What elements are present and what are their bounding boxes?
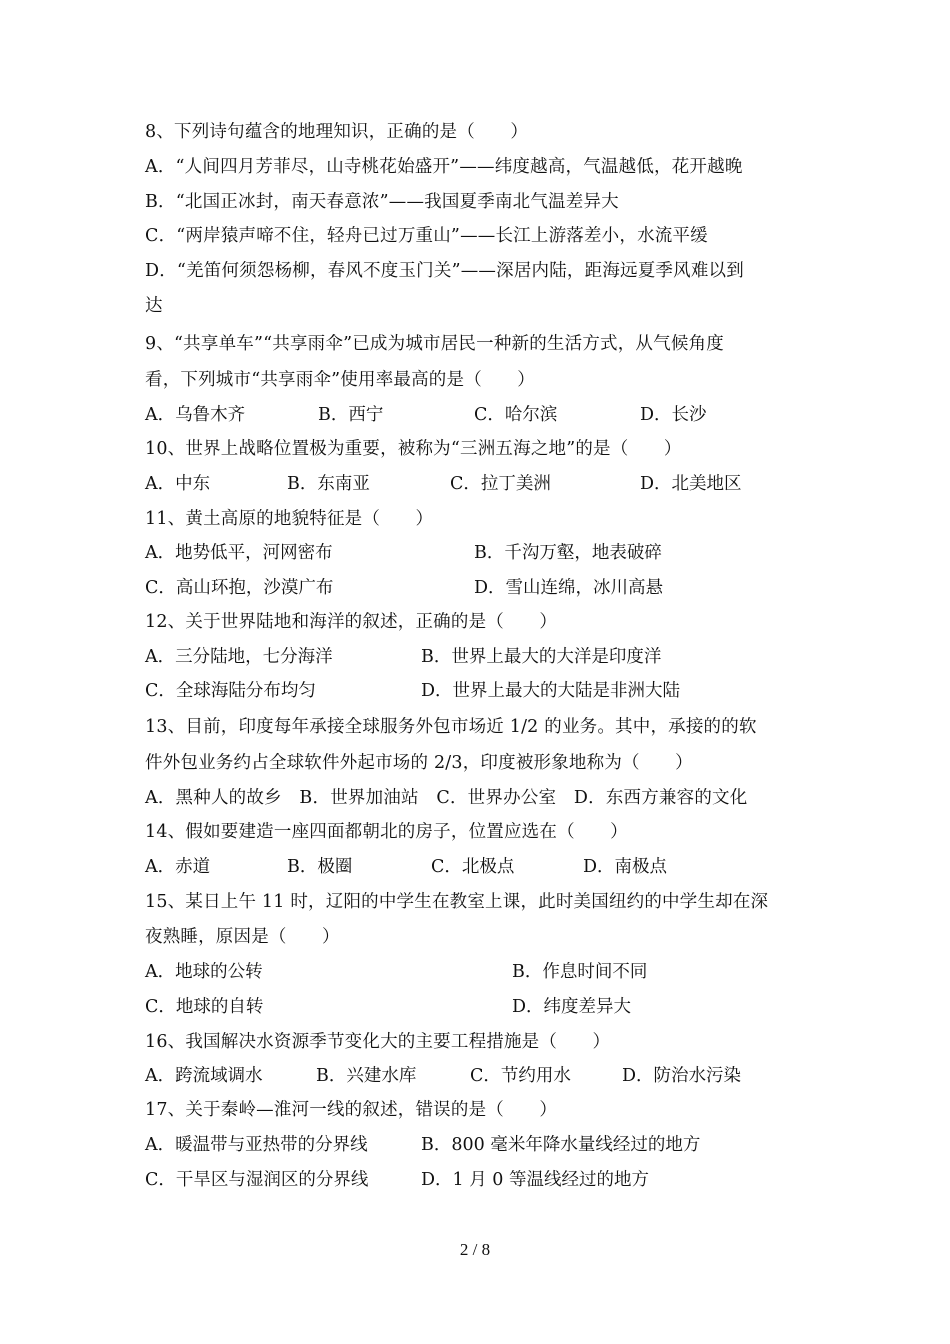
q10-stem: 10、世界上战略位置极为重要，被称为“三洲五海之地”的是（ ） (145, 439, 682, 459)
q11-option-c: C．高山环抱，沙漠广布 (145, 578, 334, 598)
q13-options: A．黑种人的故乡 B．世界加油站 C．世界办公室 D．东西方兼容的文化 (145, 788, 748, 808)
q8-stem: 8、下列诗句蕴含的地理知识，正确的是（ ） (145, 122, 529, 142)
q11-option-b: B．千沟万壑，地表破碎 (474, 543, 662, 563)
q11-stem: 11、黄土高原的地貌特征是（ ） (145, 509, 434, 529)
q12-option-a: A．三分陆地，七分海洋 (145, 647, 333, 667)
q12-stem: 12、关于世界陆地和海洋的叙述，正确的是（ ） (145, 612, 558, 632)
q14-stem: 14、假如要建造一座四面都朝北的房子，位置应选在（ ） (145, 822, 628, 842)
q17-option-b: B．800 毫米年降水量线经过的地方 (421, 1135, 701, 1155)
q12-option-d: D．世界上最大的大陆是非洲大陆 (421, 681, 681, 701)
q15-option-a: A．地球的公转 (145, 962, 263, 982)
q14-option-c: C．北极点 (431, 857, 515, 877)
q15-stem: 15、某日上午 11 时，辽阳的中学生在教室上课，此时美国纽约的中学生却在深 (145, 892, 769, 912)
q8-option-b: B．“北国正冰封，南天春意浓”——我国夏季南北气温差异大 (145, 192, 619, 212)
q9-stem-cont: 看，下列城市“共享雨伞”使用率最高的是（ ） (145, 370, 535, 390)
q8-option-a: A．“人间四月芳菲尽，山寺桃花始盛开”——纬度越高，气温越低，花开越晚 (145, 157, 743, 177)
q9-option-b: B．西宁 (318, 405, 384, 425)
q17-option-c: C．干旱区与湿润区的分界线 (145, 1170, 369, 1190)
q16-option-c: C．节约用水 (470, 1066, 571, 1086)
q15-option-d: D．纬度差异大 (512, 997, 632, 1017)
q9-option-c: C．哈尔滨 (474, 405, 558, 425)
q15-option-c: C．地球的自转 (145, 997, 264, 1017)
q12-option-b: B．世界上最大的大洋是印度洋 (421, 647, 662, 667)
q14-option-a: A．赤道 (145, 857, 211, 877)
q9-stem: 9、“共享单车”“共享雨伞”已成为城市居民一种新的生活方式，从气候角度 (145, 334, 724, 354)
q17-option-a: A．暖温带与亚热带的分界线 (145, 1135, 368, 1155)
q16-stem: 16、我国解决水资源季节变化大的主要工程措施是（ ） (145, 1032, 611, 1052)
q15-stem-cont: 夜熟睡，原因是（ ） (145, 927, 340, 947)
q15-option-b: B．作息时间不同 (512, 962, 648, 982)
q14-option-b: B．极圈 (287, 857, 353, 877)
q9-option-a: A．乌鲁木齐 (145, 405, 246, 425)
q16-option-a: A．跨流域调水 (145, 1066, 263, 1086)
q9-option-d: D．长沙 (640, 405, 707, 425)
q12-option-c: C．全球海陆分布均匀 (145, 681, 316, 701)
q10-option-a: A．中东 (145, 474, 211, 494)
q14-option-d: D．南极点 (583, 857, 668, 877)
q13-stem: 13、目前，印度每年承接全球服务外包市场近 1/2 的业务。其中，承接的的软 (145, 717, 757, 737)
q10-option-d: D．北美地区 (640, 474, 742, 494)
q8-option-d: D．“羌笛何须怨杨柳，春风不度玉门关”——深居内陆，距海远夏季风难以到 (145, 261, 744, 281)
q8-option-c: C．“两岸猿声啼不住，轻舟已过万重山”——长江上游落差小，水流平缓 (145, 226, 708, 246)
q16-option-d: D．防治水污染 (622, 1066, 742, 1086)
q17-stem: 17、关于秦岭—淮河一线的叙述，错误的是（ ） (145, 1100, 558, 1120)
q13-stem-cont: 件外包业务约占全球软件外起市场的 2/3，印度被形象地称为（ ） (145, 753, 693, 773)
q11-option-a: A．地势低平，河网密布 (145, 543, 333, 563)
q16-option-b: B．兴建水库 (316, 1066, 417, 1086)
q8-option-d-cont: 达 (145, 296, 163, 316)
q10-option-b: B．东南亚 (287, 474, 370, 494)
q10-option-c: C．拉丁美洲 (450, 474, 551, 494)
page-number: 2 / 8 (459, 1240, 491, 1259)
q11-option-d: D．雪山连绵，冰川高悬 (474, 578, 664, 598)
q17-option-d: D．1 月 0 等温线经过的地方 (421, 1170, 649, 1190)
